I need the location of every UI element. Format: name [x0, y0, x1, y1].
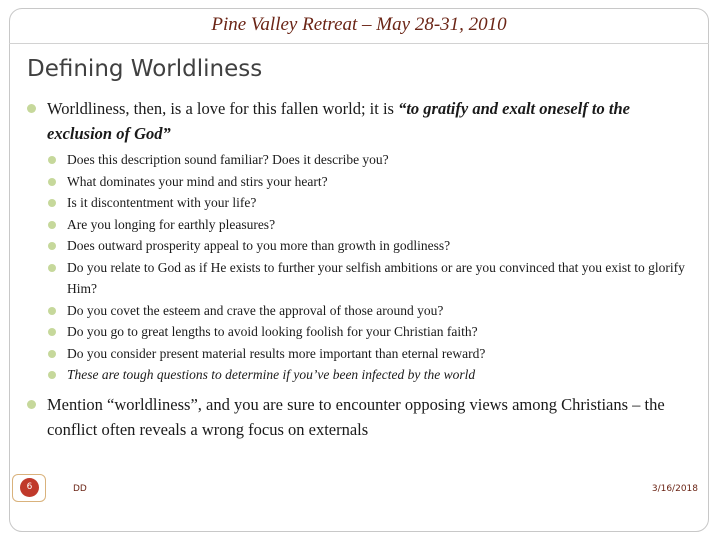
- question-text: Do you go to great lengths to avoid looking foolish for your Christian faith?: [67, 324, 478, 339]
- bullet-icon: [48, 156, 56, 164]
- question-item: [48, 343, 699, 365]
- slide-content: [27, 96, 699, 442]
- bullet-icon: [27, 104, 36, 113]
- bullet-icon: [48, 242, 56, 250]
- question-item: [48, 321, 699, 343]
- question-item: [48, 149, 699, 171]
- intro-quote: “to gratify and exalt oneself to the exclusion of God”: [47, 99, 630, 143]
- bullet-icon: [48, 328, 56, 336]
- bullet-icon: [48, 199, 56, 207]
- bullet-icon: [48, 221, 56, 229]
- bullet-icon: [27, 400, 36, 409]
- slide-header: Pine Valley Retreat – May 28-31, 2010: [211, 14, 507, 35]
- question-text: Is it discontentment with your life?: [67, 195, 257, 210]
- question-item: [48, 257, 699, 300]
- question-item: [48, 171, 699, 193]
- closing-note: [48, 364, 699, 386]
- bullet-icon: [48, 178, 56, 186]
- header-divider: [9, 43, 709, 44]
- question-item: [48, 192, 699, 214]
- intro-bullet: [27, 96, 699, 146]
- bullet-icon: [48, 264, 56, 272]
- footer-author: DD: [73, 484, 87, 494]
- intro-text: Worldliness, then, is a love for this fallen world; it is: [47, 99, 399, 118]
- question-list: [27, 149, 699, 386]
- question-text: Does this description sound familiar? Does it describe you?: [67, 152, 389, 167]
- bullet-icon: [48, 307, 56, 315]
- bullet-icon: [48, 371, 56, 379]
- slide-number: 6: [20, 478, 39, 497]
- bullet-icon: [48, 350, 56, 358]
- question-text: Do you relate to God as if He exists to further your selfish ambitions or are you convinced that you exist to glorify Him?: [67, 259, 685, 296]
- question-text: Does outward prosperity appeal to you more than growth in godliness?: [67, 238, 451, 253]
- closing-note-text: These are tough questions to determine if you’ve been infected by the world: [67, 367, 476, 382]
- slide-number-badge: [12, 474, 46, 502]
- question-text: What dominates your mind and stirs your heart?: [67, 173, 328, 189]
- question-text: Do you consider present material results more important than eternal reward?: [67, 345, 486, 361]
- final-point-text: Mention “worldliness”, and you are sure to encounter opposing views among Christians – the conflict often reveals a wrong focus on externals: [47, 394, 665, 439]
- question-text: Do you covet the esteem and crave the approval of those around you?: [67, 302, 444, 318]
- question-item: [48, 300, 699, 322]
- question-item: [48, 214, 699, 236]
- footer-date: 3/16/2018: [651, 484, 698, 494]
- slide-title: Defining Worldliness: [27, 56, 263, 82]
- final-bullet: [27, 392, 699, 442]
- question-item: [48, 235, 699, 257]
- question-text: Are you longing for earthly pleasures?: [67, 216, 276, 232]
